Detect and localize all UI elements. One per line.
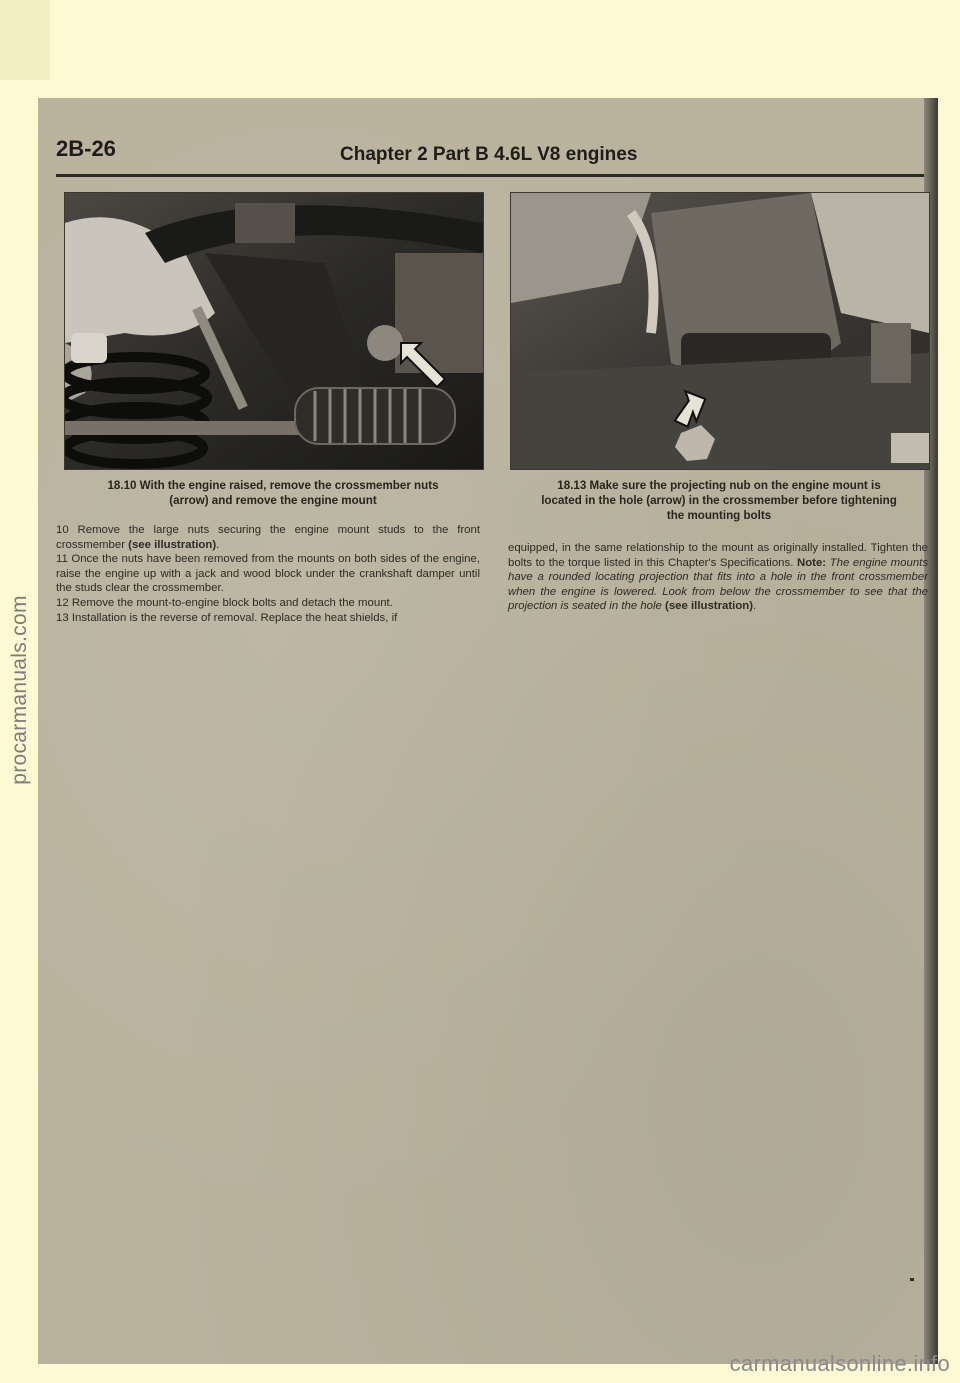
figure-caption-18-13	[504, 478, 934, 523]
photo-18-10-image	[65, 193, 483, 469]
caption-line: (arrow) and remove the engine mount	[169, 494, 377, 507]
step-10-end: .	[216, 538, 220, 551]
photo-18-10	[64, 192, 484, 470]
right-column-text	[508, 541, 928, 614]
step-10-text: 10 Remove the large nuts securing the engine mount studs to the front crossmember	[56, 524, 480, 551]
corner-block	[0, 0, 50, 80]
illustration-reference: (see illustration)	[128, 538, 217, 551]
figure-caption-18-10	[64, 478, 482, 508]
manual-page	[38, 98, 938, 1364]
step-13: 13 Installation is the reverse of removal. Replace the heat shields, if	[56, 611, 398, 624]
page-mark	[910, 1278, 914, 1281]
caption-line: the mounting bolts	[666, 509, 772, 522]
photo-18-13	[510, 192, 930, 470]
left-column-text	[56, 523, 480, 625]
caption-line: 18.10 With the engine raised, remove the crossmember nuts	[107, 479, 439, 492]
step-13-continued-text: equipped, in the same relationship to the mount as originally installed. Tighten the bolts to the torque listed in this Chapter's Specifications.	[508, 542, 928, 569]
step-13-continued	[508, 541, 928, 614]
step-10	[56, 523, 480, 552]
watermark-left-text: procarmanuals.com	[8, 595, 32, 785]
note-label: Note:	[796, 556, 827, 569]
illustration-reference: (see illustration)	[665, 600, 754, 613]
photo-18-13-image	[511, 193, 929, 469]
header-rule	[56, 174, 924, 177]
note-end: .	[753, 600, 757, 613]
caption-line: located in the hole (arrow) in the crossmember before tightening	[541, 494, 897, 507]
page-number: 2B-26	[56, 136, 116, 161]
watermark-left	[0, 580, 40, 800]
caption-line: 18.13 Make sure the projecting nub on the engine mount is	[557, 479, 881, 492]
note-text: The engine mounts have a rounded locating projection that fits into a hole in the front crossmember when the engine is lowered. Look from below the crossmember to see that the projection is seated in the hole	[508, 556, 929, 613]
page-title: Chapter 2 Part B 4.6L V8 engines	[340, 144, 638, 165]
watermark-bottom: carmanualsonline.info	[729, 1351, 950, 1376]
step-11: 11 Once the nuts have been removed from the mounts on both sides of the engine, raise the engine up with a jack and wood block under the crankshaft damper until the studs clear the crossmember.	[56, 553, 480, 595]
step-12: 12 Remove the mount-to-engine block bolts and detach the mount.	[56, 596, 393, 609]
